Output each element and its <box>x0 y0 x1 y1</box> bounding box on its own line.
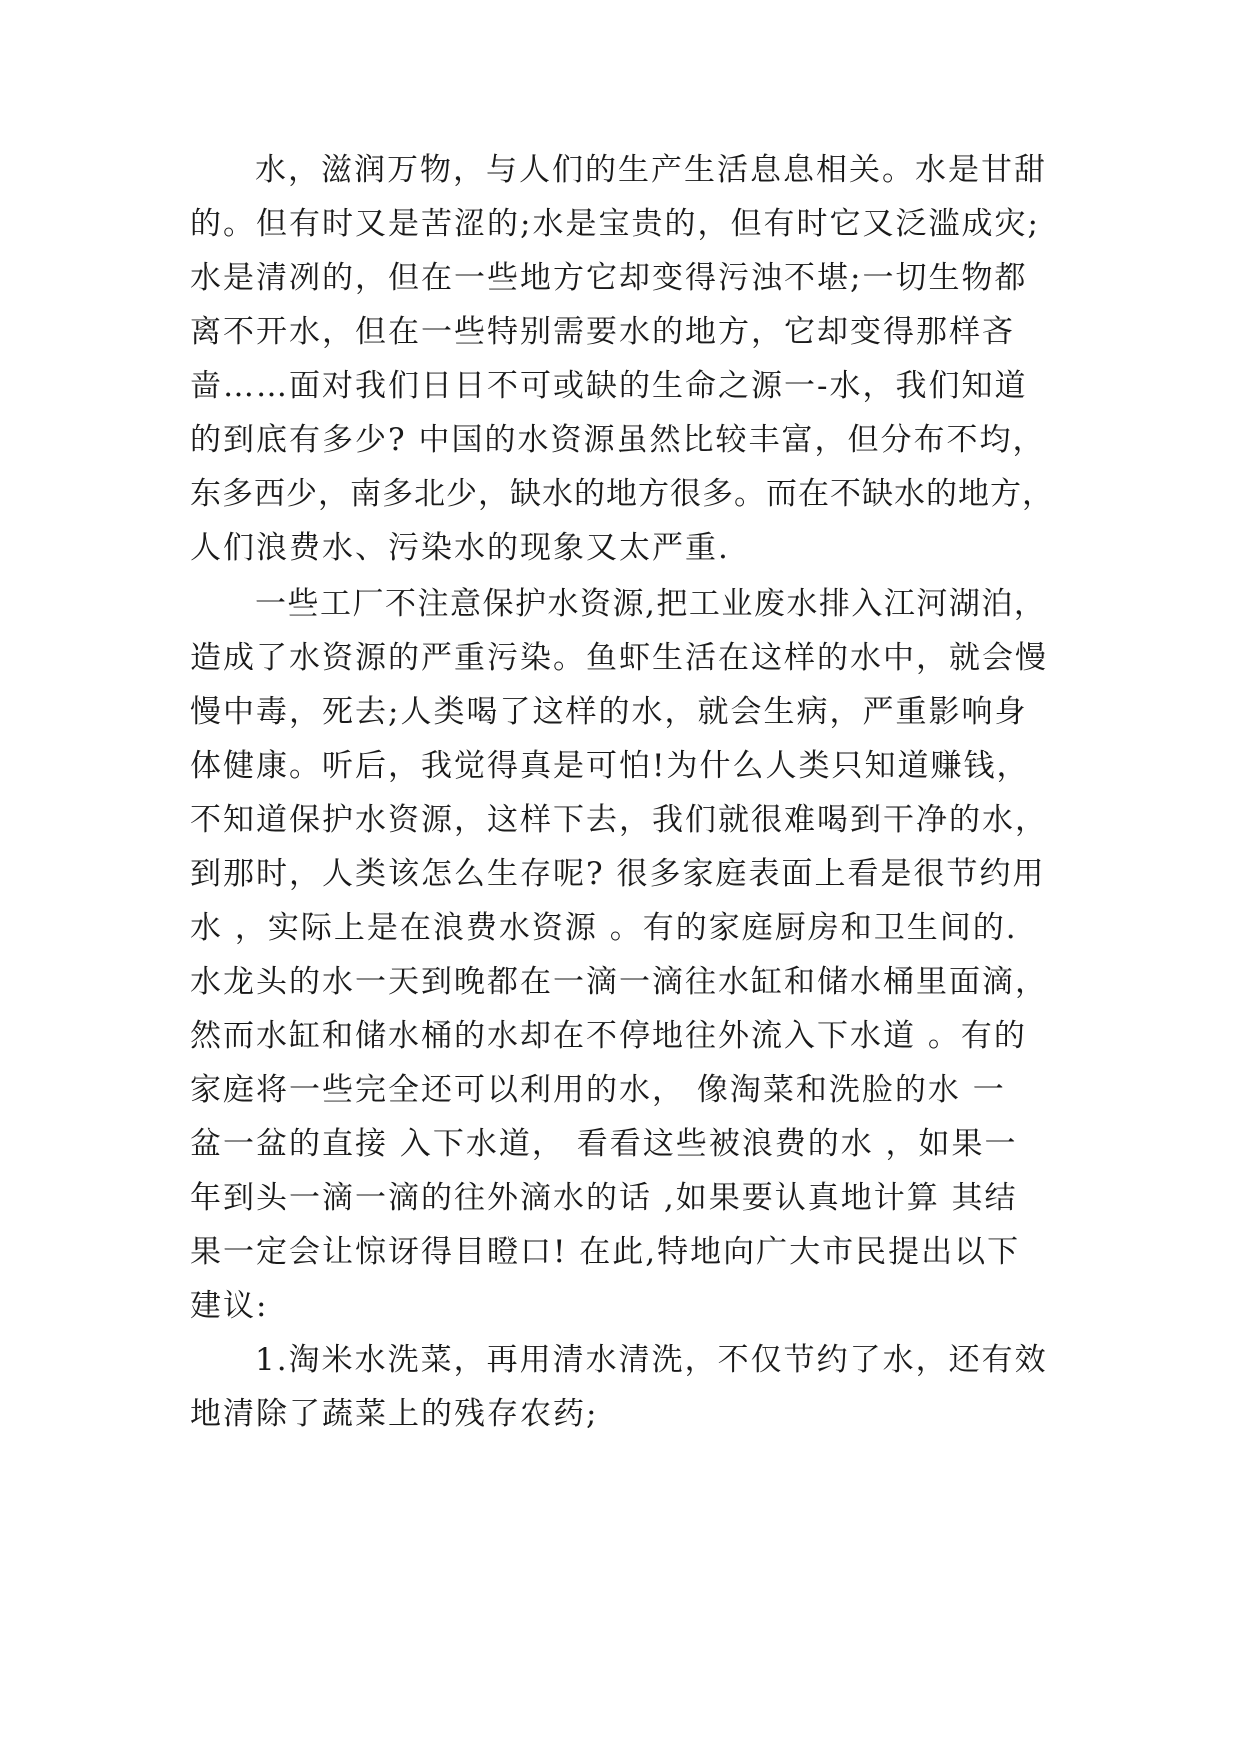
paragraph-3-line-2: 地清除了蔬菜上的残存农药; <box>190 1396 599 1432</box>
paragraph-1-line-1: 水，滋润万物，与人们的生产生活息息相关。水是甘甜 <box>255 152 1047 188</box>
paragraph-2-line-13: 果一定会让惊讶得目瞪口! 在此,特地向广大市民提出以下 <box>190 1234 1021 1270</box>
paragraph-1-line-5: 啬……面对我们日日不可或缺的生命之源一-水，我们知道 <box>190 368 1028 404</box>
paragraph-2-line-6: 到那时，人类该怎么生存呢? 很多家庭表面上看是很节约用 <box>190 856 1046 892</box>
paragraph-2-line-10: 家庭将一些完全还可以利用的水， 像淘菜和洗脸的水 一 <box>190 1072 1006 1108</box>
paragraph-2-line-3: 慢中毒，死去;人类喝了这样的水，就会生病，严重影响身 <box>190 694 1028 730</box>
paragraph-1-line-8: 人们浪费水、污染水的现象又太严重. <box>190 530 730 566</box>
paragraph-1-line-4: 离不开水，但在一些特别需要水的地方，它却变得那样吝 <box>190 314 1015 350</box>
paragraph-2-line-12: 年到头一滴一滴的往外滴水的话 ,如果要认真地计算 其结 <box>190 1180 1018 1216</box>
paragraph-1-line-3: 水是清冽的，但在一些地方它却变得污浊不堪;一切生物都 <box>190 260 1028 296</box>
paragraph-2-line-7: 水 ，实际上是在浪费水资源 。有的家庭厨房和卫生间的. <box>190 910 1018 946</box>
paragraph-3-line-1: 1.淘米水洗菜，再用清水清洗，不仅节约了水，还有效 <box>255 1342 1048 1378</box>
paragraph-2-line-1: 一些工厂不注意保护水资源,把工业废水排入江河湖泊， <box>255 586 1047 622</box>
paragraph-2-line-11: 盆一盆的直接 入下水道， 看看这些被浪费的水 ，如果一 <box>190 1126 1018 1162</box>
paragraph-2-line-2: 造成了水资源的严重污染。鱼虾生活在这样的水中，就会慢 <box>190 640 1048 676</box>
paragraph-1-line-2: 的。但有时又是苦涩的;水是宝贵的，但有时它又泛滥成灾; <box>190 206 1040 242</box>
paragraph-2-line-14: 建议: <box>190 1288 269 1324</box>
paragraph-2-line-4: 体健康。听后，我觉得真是可怕!为什么人类只知道赚钱， <box>190 748 1030 784</box>
paragraph-1-line-6: 的到底有多少? 中国的水资源虽然比较丰富，但分布不均， <box>190 422 1046 458</box>
paragraph-2-line-5: 不知道保护水资源，这样下去，我们就很难喝到干净的水， <box>190 802 1048 838</box>
paragraph-2-line-9: 然而水缸和储水桶的水却在不停地往外流入下水道 。有的 <box>190 1018 1027 1054</box>
paragraph-2-line-8: 水龙头的水一天到晚都在一滴一滴往水缸和储水桶里面滴， <box>190 964 1048 1000</box>
paragraph-1-line-7: 东多西少，南多北少，缺水的地方很多。而在不缺水的地方， <box>190 476 1054 512</box>
